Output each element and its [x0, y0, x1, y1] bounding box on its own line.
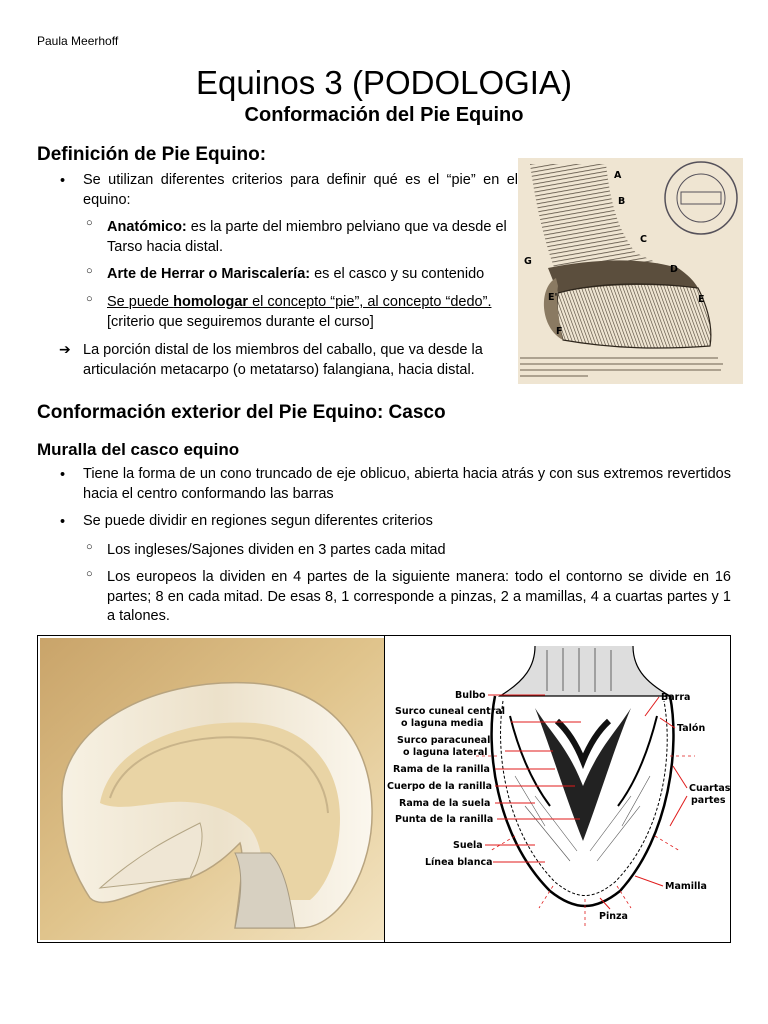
section-heading-definicion: Definición de Pie Equino:	[37, 144, 267, 165]
bullet-criterios: Se utilizan diferentes criterios para definir qué es el “pie” en el equino:	[83, 172, 518, 208]
page-title: Equinos 3 (PODOLOGIA)	[196, 64, 572, 101]
label-punta-ranilla: Punta de la ranilla	[395, 814, 494, 825]
arrow-note-porcion-distal: La porción distal de los miembros del caballo, que va desde la articulación metacarpo (o metatarso) falangiana, hacia distal.	[83, 342, 483, 378]
circle-bullet-glyph: ○	[86, 541, 93, 553]
subheading-muralla: Muralla del casco equino	[37, 440, 240, 459]
sole-diagram	[385, 636, 730, 942]
hoof-letter-a: A	[614, 170, 622, 181]
author-header: Paula Meerhoff	[37, 34, 119, 48]
figure-table	[37, 635, 731, 943]
homologar-criterio: [criterio que seguiremos durante el curso]	[107, 313, 374, 330]
circle-bullet-glyph: ○	[86, 293, 93, 305]
bullet-glyph: •	[60, 514, 66, 530]
label-cuartas: Cuartas	[689, 783, 730, 794]
hoof-wall-photo	[40, 638, 384, 940]
hoof-letter-e-prime: E'	[548, 292, 558, 303]
page-subtitle: Conformación del Pie Equino	[244, 104, 524, 126]
label-suela: Suela	[453, 840, 483, 851]
def-anatomico: es la parte del miembro pelviano que va desde el Tarso hacia distal.	[107, 219, 507, 255]
bullet-cono-truncado: Tiene la forma de un cono truncado de eje oblicuo, abierta hacia atrás y con sus extremos revertidos hacia el centro conformando las barras	[83, 466, 731, 502]
homologar-text-a: Se puede	[107, 294, 174, 310]
section-heading-casco: Conformación exterior del Pie Equino: Casco	[37, 402, 446, 423]
term-herrar: Arte de Herrar o Mariscalería:	[107, 266, 311, 282]
library-stamp	[665, 162, 737, 234]
sub-bullet-anatomico	[107, 218, 521, 257]
circle-bullet-glyph: ○	[86, 568, 93, 580]
label-barra: Barra	[661, 692, 691, 703]
term-anatomico: Anatómico:	[107, 219, 187, 235]
hoof-letter-f: F	[556, 326, 563, 337]
homologar-text-b: el concepto “pie”, al concepto “dedo”.	[248, 294, 492, 310]
sub-bullet-herrar	[107, 265, 521, 285]
hoof-lateral-svg	[518, 158, 743, 384]
label-rama-suela: Rama de la suela	[399, 798, 491, 809]
hoof-letter-e: E	[698, 294, 705, 305]
label-linea-blanca: Línea blanca	[425, 857, 493, 868]
circle-bullet-glyph: ○	[86, 265, 93, 277]
arrow-glyph: ➔	[59, 342, 71, 358]
label-rama-ranilla: Rama de la ranilla	[393, 764, 490, 775]
homologar-term: homologar	[173, 294, 249, 310]
label-laguna-media: o laguna media	[401, 718, 484, 729]
label-surco-central: Surco cuneal central	[395, 706, 506, 717]
label-bulbo: Bulbo	[455, 690, 486, 701]
sub-bullet-homologar	[107, 293, 521, 332]
hoof-letter-b: B	[618, 196, 626, 207]
label-laguna-lateral: o laguna lateral	[403, 747, 488, 758]
def-herrar: es el casco y su contenido	[310, 266, 485, 282]
sub-bullet-europeos: Los europeos la dividen en 4 partes de la siguiente manera: todo el contorno se divide en 16 partes; 8 en cada mitad. De esas 8, 1 corresponde a pinzas, 2 a mamillas, 4 a cuartas partes y 1 a talones.	[107, 569, 731, 624]
label-partes: partes	[691, 795, 726, 806]
sub-bullet-ingleses: Los ingleses/Sajones dividen en 3 partes cada mitad	[107, 542, 446, 558]
hoof-lateral-illustration	[518, 158, 743, 384]
label-cuerpo-ranilla: Cuerpo de la ranilla	[387, 781, 493, 792]
label-mamilla: Mamilla	[665, 881, 707, 892]
label-talon: Talón	[677, 723, 706, 734]
label-pinza: Pinza	[599, 911, 628, 922]
hoof-letter-d: D	[670, 264, 678, 275]
bullet-glyph: •	[60, 173, 66, 189]
hoof-letter-g: G	[524, 256, 532, 267]
circle-bullet-glyph: ○	[86, 217, 93, 229]
label-surco-paracuneal: Surco paracuneal	[397, 735, 491, 746]
bullet-glyph: •	[60, 467, 66, 483]
hoof-letter-c: C	[640, 234, 647, 245]
bullet-regiones: Se puede dividir en regiones segun diferentes criterios	[83, 513, 433, 529]
